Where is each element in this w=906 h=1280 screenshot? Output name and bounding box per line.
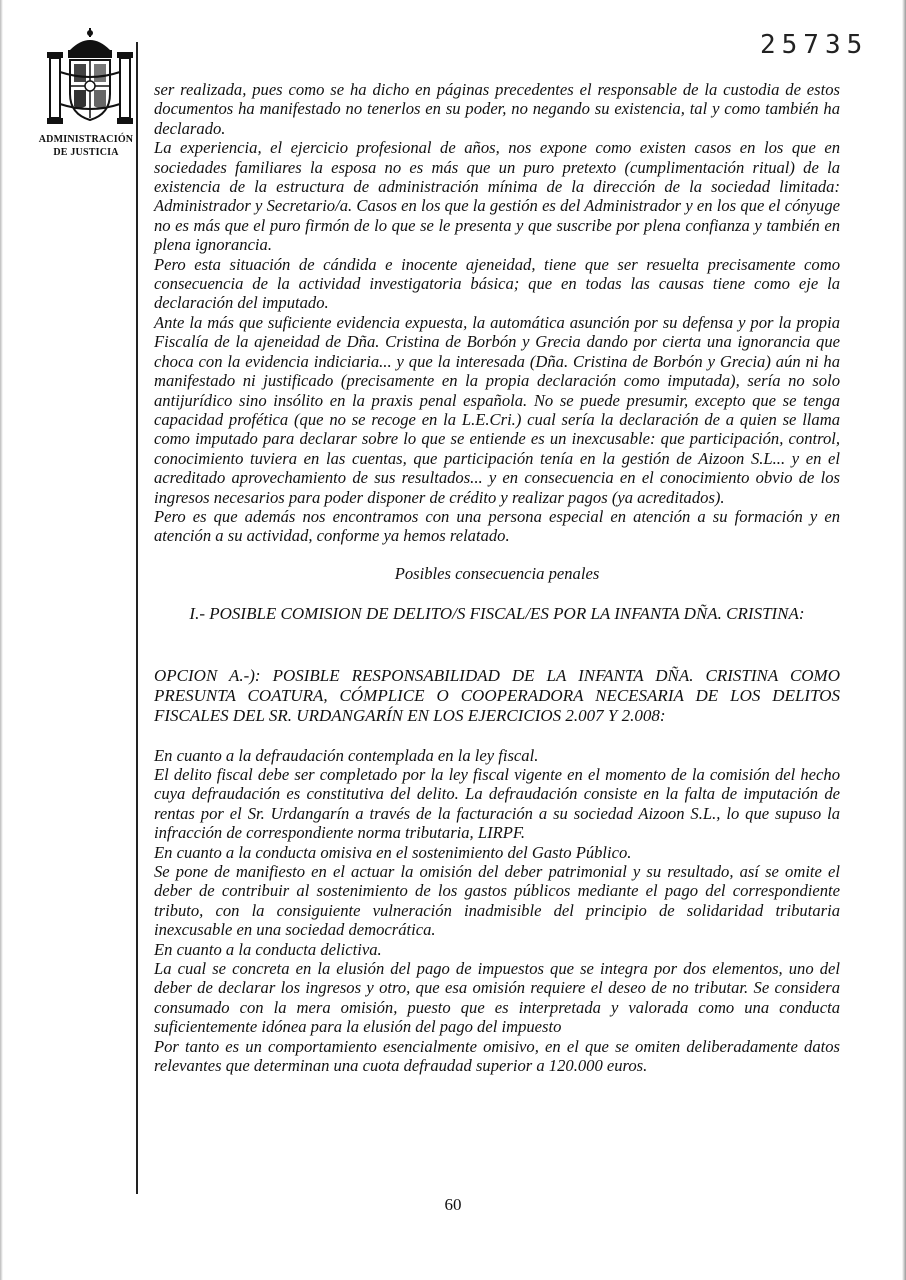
paragraph: La experiencia, el ejercicio profesional de años, nos expone como existen casos en los que en sociedades familiares la esposa no es más que un puro pretexto (cumplimentación ritual) de la existencia de la estructura de administración mínima de la dirección de la sociedad limitada: Administrador y Secretario/a. Casos en los que la gestión es del Administrador y en los que el cónyuge no es más que el puro firmón de lo que se le presenta y que suscribe por plena confianza y también en plena ignorancia. [154,138,840,255]
margin-rule [136,42,138,1194]
registry-stamp-number: 25735 [760,30,869,60]
scan-edge-right [902,0,906,1280]
page-number: 60 [444,1195,462,1214]
paragraph: Pero esta situación de cándida e inocente ajeneidad, tiene que ser resuelta precisamente como consecuencia de la actividad investigatoria básica; que en todas las causas tiene como eje la declaración del imputado. [154,254,840,313]
emblem-caption [20,133,152,159]
paragraph: Ante la más que suficiente evidencia expuesta, la automática asunción por su defensa y por la propia Fiscalía de la ajeneidad de Dña. Cristina de Borbón y Grecia dando por cierta una ignorancia que choca con la evidencia indiciaria... y que la interesada (Dña. Cristina de Borbón y Grecia) aún ni ha manifestado ni justificado (precisamente en la propia declaración como imputada), sería no solo antijurídico sino insólito en la praxis penal española. No se puede presumir, excepto que se tenga capacidad profética (que no se recoge en la L.E.Cri.) cual sería la declaración de a quien se llama como imputado para declarar sobre lo que se entiende es un inexcusable: que participación, control, conocimiento tuviera en las cuentas, que participación tenía en la gestión de Aizoon S.L... y en el acreditado aprovechamiento de sus resultados... y en consecuencia en el conocimiento obvio de los ingresos necesarios para poder disponer de crédito y realizar pagos (ya acreditados). [154,312,840,507]
coat-of-arms-of-spain-icon [44,28,136,132]
heading-option-a: OPCION A.-): POSIBLE RESPONSABILIDAD DE LA INFANTA DÑA. CRISTINA COMO PRESUNTA COATURA, CÓMPLICE O COOPERADORA NECESARIA DE LOS DELITOS FISCALES DEL SR. URDANGARÍN EN LOS EJERCICIOS 2.007 Y 2.008: [154,665,840,725]
paragraph: En cuanto a la defraudación contemplada en la ley fiscal. [154,745,539,765]
document-body [154,80,840,1075]
paragraph: La cual se concreta en la elusión del pago de impuestos que se integra por dos elementos, uno del deber de declarar los ingresos y otro, que esa omisión requiere el deseo de no tributar. Se considera consumado con la mera omisión, puesto que es interpretada y valorada como una conducta suficientemente idónea para la elusión del pago del impuesto [154,959,840,1037]
section-title: Posibles consecuencia penales [394,563,600,583]
paragraph: El delito fiscal debe ser completado por la ley fiscal vigente en el momento de la comisión del hecho cuya defraudación es constitutiva del delito. La defraudación consiste en la falta de imputación de rentas por el Sr. Urdangarín a través de la facturación a su sociedad Aizoon S.L., lo que supuso la infracción de correspondiente norma tributaria, LIRPF. [154,764,840,843]
paragraph: ser realizada, pues como se ha dicho en páginas precedentes el responsable de la custodia de estos documentos ha manifestado no tenerlos en su poder, no negando su existencia, tal y como también ha declarado. [154,80,840,138]
paragraph: Por tanto es un comportamiento esencialmente omisivo, en el que se omiten deliberadamente datos relevantes que determinan una cuota defraudad superior a 120.000 euros. [154,1036,840,1076]
emblem-caption-line2: DE JUSTICIA [53,147,119,158]
paragraph: En cuanto a la conducta delictiva. [154,939,382,959]
paragraph: Pero es que además nos encontramos con una persona especial en atención a su formación y en atención a su actividad, conforme ya hemos relatado. [154,506,840,546]
paragraph: En cuanto a la conducta omisiva en el sostenimiento del Gasto Público. [154,842,632,862]
scan-edge-left [0,0,3,1280]
heading-fiscal-offences: I.- POSIBLE COMISION DE DELITO/S FISCAL/ES POR LA INFANTA DÑA. CRISTINA: [189,604,805,624]
paragraph: Se pone de manifiesto en el actuar la omisión del deber patrimonial y su resultado, así se omite el deber de contribuir al sostenimiento de los gastos públicos mediante el pago del correspondiente tributo, con la consiguiente vulneración inadmisible del principio de solidaridad tributaria inexcusable en una sociedad democrática. [154,862,840,940]
emblem-caption-line1: ADMINISTRACIÓN [38,134,134,145]
